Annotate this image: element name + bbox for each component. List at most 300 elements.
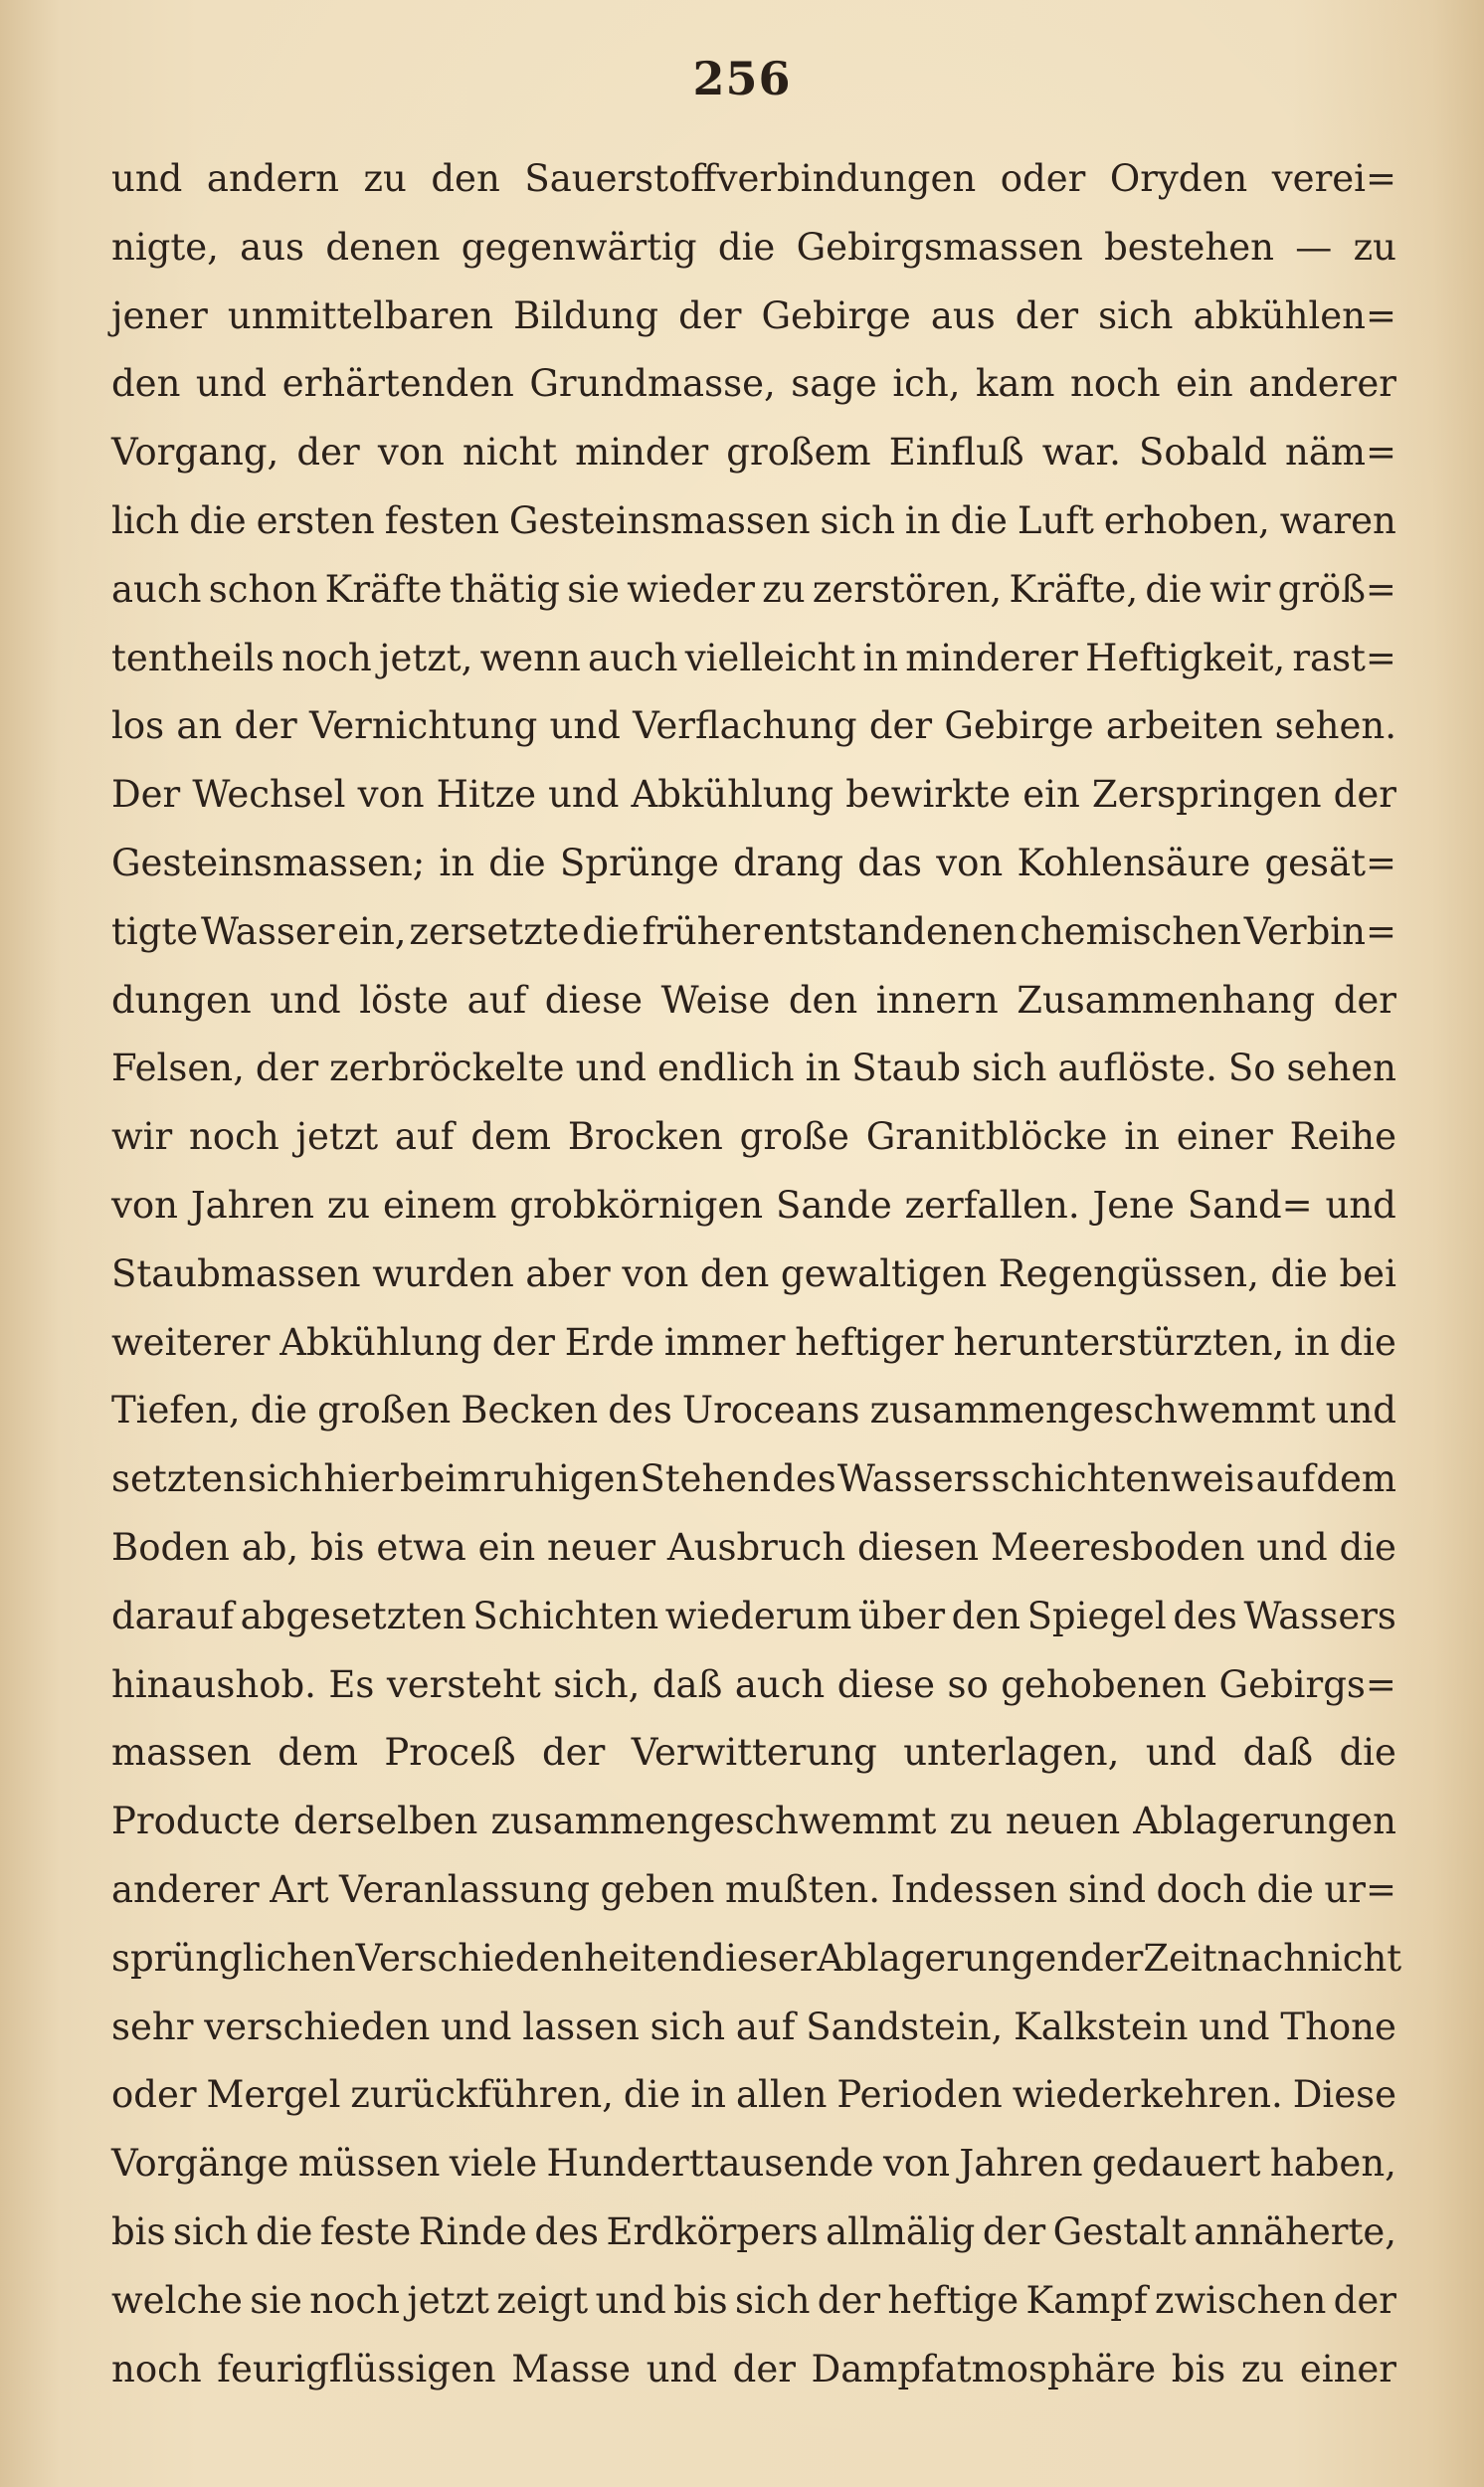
- word: Hitze: [436, 773, 536, 817]
- word: Gebirge: [761, 293, 911, 337]
- word: der: [1333, 2278, 1396, 2322]
- word: und: [270, 978, 341, 1022]
- word: minderer: [905, 636, 1078, 679]
- word: sich: [248, 1457, 323, 1501]
- text-line: [111, 214, 1396, 283]
- word: ur=: [1324, 1867, 1396, 1911]
- word: schichtenweis: [991, 1457, 1255, 1501]
- word: zurückführen,: [350, 2073, 614, 2117]
- word: arbeiten: [1105, 704, 1263, 748]
- word: Oryden: [1109, 157, 1248, 200]
- word: müssen: [297, 2142, 441, 2186]
- word: Jene: [1092, 1183, 1175, 1227]
- word: Vorgang,: [111, 431, 279, 475]
- word: anderer: [1248, 362, 1396, 406]
- word: Verbin=: [1243, 909, 1396, 953]
- word: von: [357, 773, 425, 817]
- word: zusammengeschwemmt: [490, 1800, 937, 1843]
- word: annäherte,: [1194, 2209, 1396, 2253]
- text-line: [111, 1719, 1396, 1788]
- word: der: [234, 704, 297, 748]
- word: und: [441, 2005, 512, 2048]
- text-line: [111, 830, 1396, 898]
- word: bis: [111, 2209, 166, 2253]
- word: Boden: [111, 1525, 230, 1569]
- word: Schichten: [472, 1594, 659, 1637]
- word: drang: [733, 841, 844, 884]
- word: auf: [735, 2005, 796, 2048]
- word: die: [717, 225, 776, 269]
- word: die: [1339, 1731, 1396, 1775]
- word: Gebirge: [944, 704, 1094, 748]
- word: das: [857, 841, 923, 884]
- word: näm=: [1285, 431, 1396, 475]
- word: ich,: [892, 362, 961, 406]
- word: Jahren: [959, 2142, 1083, 2186]
- word: diese: [544, 978, 644, 1022]
- word: massen: [111, 1731, 252, 1775]
- word: beim: [399, 1457, 492, 1501]
- word: jener: [111, 293, 208, 337]
- word: Masse: [511, 2347, 632, 2391]
- word: lich: [111, 498, 180, 542]
- word: Luft: [1017, 498, 1094, 542]
- text-line: [111, 145, 1396, 214]
- word: Wechsel: [192, 773, 346, 817]
- word: die: [1256, 1867, 1314, 1911]
- word: in: [439, 841, 475, 884]
- word: herunterstürzten,: [953, 1320, 1285, 1364]
- word: Wasser: [200, 909, 335, 953]
- word: Wassers: [836, 1457, 991, 1501]
- word: Staub: [851, 1047, 962, 1090]
- text-line: [111, 1241, 1396, 1309]
- word: Thone: [1280, 2005, 1396, 2048]
- word: neuer: [546, 1525, 656, 1569]
- word: nigte,: [111, 225, 219, 269]
- word: tentheils: [111, 636, 275, 679]
- word: los: [111, 704, 165, 748]
- word: entstandenen: [762, 909, 1018, 953]
- word: in: [1124, 1115, 1160, 1159]
- word: einem: [382, 1183, 497, 1227]
- word: Meeresboden: [990, 1525, 1245, 1569]
- text-line: [111, 419, 1396, 487]
- word: heftiger: [795, 1320, 944, 1364]
- word: Producte: [111, 1800, 280, 1843]
- word: Heftigkeit,: [1085, 636, 1286, 679]
- word: chemischen: [1020, 909, 1241, 953]
- word: großem: [726, 431, 871, 475]
- word: auch: [588, 636, 678, 679]
- word: waren: [1279, 498, 1396, 542]
- word: die: [250, 1389, 308, 1433]
- word: noch: [189, 1115, 279, 1159]
- word: und: [195, 362, 268, 406]
- word: bis: [673, 2278, 728, 2322]
- word: Wassers: [1243, 1594, 1396, 1637]
- word: zerstören,: [812, 567, 1003, 611]
- word: sehen: [1286, 1047, 1396, 1090]
- word: allmälig: [826, 2209, 976, 2253]
- word: sind: [1067, 1867, 1147, 1911]
- word: zu: [1353, 225, 1396, 269]
- word: noch: [281, 636, 372, 679]
- word: aus: [240, 225, 305, 269]
- word: sich,: [553, 1662, 641, 1706]
- word: dem: [1316, 1457, 1396, 1501]
- word: Regengüssen,: [998, 1251, 1259, 1295]
- word: gegenwärtig: [461, 225, 697, 269]
- word: der: [1333, 978, 1396, 1022]
- text-line: [111, 350, 1396, 419]
- word: von: [622, 1251, 689, 1295]
- word: und: [595, 2278, 666, 2322]
- word: ein: [1176, 362, 1233, 406]
- word: die: [1270, 1251, 1328, 1295]
- text-line: [111, 2267, 1396, 2336]
- word: gesät=: [1264, 841, 1396, 884]
- text-line: [111, 761, 1396, 830]
- word: noch: [111, 2347, 202, 2391]
- word: von: [111, 1183, 179, 1227]
- word: grobkörnigen: [509, 1183, 764, 1227]
- word: der: [1333, 773, 1396, 817]
- word: und: [549, 704, 621, 748]
- word: allen: [735, 2073, 828, 2117]
- word: so: [947, 1662, 989, 1706]
- word: Sande: [775, 1183, 892, 1227]
- word: Rinde: [418, 2209, 527, 2253]
- word: feste: [319, 2209, 412, 2253]
- word: thätig: [449, 567, 560, 611]
- word: Sprünge: [559, 841, 719, 884]
- word: Zerspringen: [1091, 773, 1322, 817]
- word: aus: [930, 293, 996, 337]
- word: noch: [309, 2278, 400, 2322]
- word: und: [1325, 1389, 1396, 1433]
- word: Gestalt: [1052, 2209, 1187, 2253]
- word: denen: [325, 225, 441, 269]
- word: großen: [317, 1389, 452, 1433]
- word: Indessen: [890, 1867, 1058, 1911]
- word: gedauert: [1091, 2142, 1261, 2186]
- word: mußten.: [724, 1867, 880, 1911]
- text-line: [111, 898, 1396, 967]
- word: Einfluß: [888, 431, 1024, 475]
- word: hier: [323, 1457, 399, 1501]
- word: weiterer: [111, 1320, 271, 1364]
- word: unterlagen,: [903, 1731, 1120, 1775]
- word: des: [608, 1389, 672, 1433]
- word: der: [491, 1320, 555, 1364]
- word: Verwitterung: [631, 1731, 877, 1775]
- word: sich: [1098, 293, 1174, 337]
- word: festen: [384, 498, 499, 542]
- word: sie: [250, 2278, 302, 2322]
- word: ab,: [241, 1525, 299, 1569]
- word: daß: [651, 1662, 723, 1706]
- word: gewaltigen: [780, 1251, 988, 1295]
- word: lassen: [522, 2005, 640, 2048]
- word: feurigflüssigen: [217, 2347, 496, 2391]
- word: Abkühlung: [631, 773, 835, 817]
- word: und: [548, 773, 620, 817]
- word: Ausbruch: [666, 1525, 846, 1569]
- word: Staubmassen: [111, 1251, 361, 1295]
- word: wieder: [627, 567, 755, 611]
- word: Zusammenhang: [1017, 978, 1316, 1022]
- word: wurden: [372, 1251, 514, 1295]
- word: etwa: [376, 1525, 466, 1569]
- word: früher: [642, 909, 761, 953]
- word: zeigt: [496, 2278, 589, 2322]
- word: Proceß: [384, 1731, 516, 1775]
- word: tigte: [111, 909, 199, 953]
- word: sich: [972, 1047, 1047, 1090]
- word: versteht: [386, 1662, 541, 1706]
- word: Ablagerungen: [1133, 1800, 1396, 1843]
- word: der: [255, 1047, 319, 1090]
- word: Veranlassung: [339, 1867, 591, 1911]
- word: in: [805, 1047, 841, 1090]
- word: Bildung: [513, 293, 659, 337]
- word: die: [255, 2209, 313, 2253]
- word: ein: [1022, 773, 1080, 817]
- word: auflöste.: [1057, 1047, 1217, 1090]
- word: von: [936, 841, 1004, 884]
- word: löste: [359, 978, 450, 1022]
- word: sich: [649, 2005, 726, 2048]
- word: Verflachung: [633, 704, 857, 748]
- word: immer: [663, 1320, 786, 1364]
- word: der: [732, 2347, 796, 2391]
- word: heftige: [887, 2278, 1020, 2322]
- word: derselben: [292, 1800, 478, 1843]
- word: So: [1227, 1047, 1276, 1090]
- word: der: [1080, 1936, 1144, 1980]
- word: sprünglichen: [111, 1936, 356, 1980]
- word: darauf: [111, 1594, 235, 1637]
- body-text: [111, 145, 1402, 2403]
- word: auch: [111, 567, 202, 611]
- word: zerfallen.: [904, 1183, 1080, 1227]
- word: Abkühlung: [279, 1320, 482, 1364]
- word: Zeit: [1143, 1936, 1217, 1980]
- word: Vorgänge: [111, 2142, 289, 2186]
- word: auch: [734, 1662, 826, 1706]
- word: den: [788, 978, 858, 1022]
- word: der: [542, 1731, 606, 1775]
- word: Kampf: [1025, 2278, 1148, 2322]
- text-line: [111, 1103, 1396, 1172]
- word: schon: [208, 567, 318, 611]
- word: Gesteinsmassen;: [111, 841, 426, 884]
- word: der: [982, 2209, 1046, 2253]
- word: wiederum: [664, 1594, 852, 1637]
- word: ein,: [337, 909, 407, 953]
- word: zu: [326, 1183, 371, 1227]
- word: bis: [310, 1525, 365, 1569]
- text-line: [111, 283, 1396, 351]
- word: zu: [1240, 2347, 1285, 2391]
- word: jetzt: [407, 2278, 489, 2322]
- word: Gesteinsmassen: [508, 498, 811, 542]
- word: an: [176, 704, 223, 748]
- word: dungen: [111, 978, 252, 1022]
- word: wiederkehren.: [1012, 2073, 1283, 2117]
- word: jetzt: [295, 1115, 379, 1159]
- word: des: [534, 2209, 599, 2253]
- word: und: [1325, 1183, 1396, 1227]
- word: auf: [1255, 1457, 1316, 1501]
- word: in: [1294, 1320, 1330, 1364]
- word: ruhigen: [492, 1457, 640, 1501]
- word: oder: [1000, 157, 1086, 200]
- word: erhoben,: [1103, 498, 1270, 542]
- word: unmittelbaren: [227, 293, 494, 337]
- word: einer: [1176, 1115, 1273, 1159]
- word: Diese: [1292, 2073, 1396, 2117]
- word: wenn: [479, 636, 581, 679]
- word: Weise: [660, 978, 771, 1022]
- word: in: [904, 498, 941, 542]
- word: hinaushob.: [111, 1662, 316, 1706]
- word: Erde: [564, 1320, 655, 1364]
- text-line: [111, 556, 1396, 625]
- word: Es: [328, 1662, 375, 1706]
- word: nicht: [462, 431, 558, 475]
- word: der: [296, 431, 360, 475]
- word: zu: [949, 1800, 993, 1843]
- word: Becken: [461, 1389, 599, 1433]
- word: bewirkte: [845, 773, 1012, 817]
- word: sehr: [111, 2005, 194, 2048]
- word: Reihe: [1289, 1115, 1396, 1159]
- word: die: [950, 498, 1008, 542]
- word: wir: [111, 1115, 173, 1159]
- word: nicht: [1307, 1936, 1402, 1980]
- word: zwischen: [1155, 2278, 1327, 2322]
- word: nach: [1216, 1936, 1308, 1980]
- word: welche: [111, 2278, 243, 2322]
- word: von: [883, 2142, 951, 2186]
- word: Vernichtung: [308, 704, 538, 748]
- text-line: [111, 1309, 1396, 1378]
- word: Gebirgs=: [1218, 1662, 1396, 1706]
- text-line: [111, 1445, 1396, 1514]
- word: jetzt,: [378, 636, 473, 679]
- word: Verschiedenheiten: [355, 1936, 702, 1980]
- word: sich: [735, 2278, 811, 2322]
- word: einer: [1299, 2347, 1396, 2391]
- word: innern: [875, 978, 999, 1022]
- text-line: [111, 1377, 1396, 1445]
- word: sich: [820, 498, 895, 542]
- word: anderer: [111, 1867, 260, 1911]
- text-line: [111, 2336, 1396, 2404]
- word: Stehen: [640, 1457, 772, 1501]
- word: in: [862, 636, 899, 679]
- word: Spiegel: [1026, 1594, 1167, 1637]
- word: vielleicht: [684, 636, 856, 679]
- word: erhärtenden: [281, 362, 514, 406]
- word: Grundmasse,: [529, 362, 776, 406]
- word: der: [868, 704, 933, 748]
- word: Der: [111, 773, 181, 817]
- word: andern: [206, 157, 339, 200]
- word: abgesetzten: [240, 1594, 466, 1637]
- word: Mergel: [206, 2073, 341, 2117]
- word: war.: [1041, 431, 1121, 475]
- word: zusammengeschwemmt: [869, 1389, 1316, 1433]
- word: Uroceans: [681, 1389, 860, 1433]
- word: Sandstein,: [806, 2005, 1004, 2048]
- word: zersetzte: [409, 909, 580, 953]
- word: verei=: [1271, 157, 1396, 200]
- word: neuen: [1005, 1800, 1121, 1843]
- word: Sobald: [1139, 431, 1267, 475]
- text-line: [111, 1994, 1396, 2062]
- word: Art: [270, 1867, 329, 1911]
- word: die: [1339, 1525, 1396, 1569]
- word: sich: [173, 2209, 249, 2253]
- text-line: [111, 1514, 1396, 1583]
- word: Tiefen,: [111, 1389, 241, 1433]
- text-line: [111, 2130, 1396, 2199]
- word: und: [1256, 1525, 1328, 1569]
- page-number: 256: [692, 52, 792, 105]
- word: Gebirgsmassen: [796, 225, 1083, 269]
- word: Perioden: [836, 2073, 1003, 2117]
- word: von: [377, 431, 445, 475]
- word: Ablagerungen: [817, 1936, 1081, 1980]
- word: des: [1173, 1594, 1237, 1637]
- word: wir: [1209, 567, 1271, 611]
- text-line: [111, 1583, 1396, 1651]
- word: gehobenen: [1001, 1662, 1207, 1706]
- text-line: [111, 2199, 1396, 2267]
- word: Brocken: [567, 1115, 723, 1159]
- word: sehen.: [1274, 704, 1396, 748]
- word: Sand=: [1187, 1183, 1313, 1227]
- text-line: [111, 1856, 1396, 1925]
- word: sie: [567, 567, 620, 611]
- word: Granitblöcke: [865, 1115, 1108, 1159]
- word: und: [646, 2347, 718, 2391]
- text-line: [111, 1925, 1402, 1994]
- text-line: [111, 625, 1396, 693]
- word: Kräfte: [324, 567, 443, 611]
- word: rast=: [1292, 636, 1396, 679]
- word: die: [488, 841, 546, 884]
- word: Hunderttausende: [546, 2142, 874, 2186]
- word: über: [857, 1594, 946, 1637]
- word: die: [1145, 567, 1203, 611]
- word: geben: [600, 1867, 715, 1911]
- word: abkühlen=: [1193, 293, 1396, 337]
- word: sage: [791, 362, 877, 406]
- word: größ=: [1277, 567, 1396, 611]
- word: verschieden: [204, 2005, 431, 2048]
- word: dem: [470, 1115, 551, 1159]
- word: kam: [975, 362, 1055, 406]
- word: Kalkstein: [1014, 2005, 1189, 2048]
- word: auf: [466, 978, 527, 1022]
- text-line: [111, 967, 1396, 1036]
- word: und: [111, 157, 183, 200]
- word: zu: [363, 157, 407, 200]
